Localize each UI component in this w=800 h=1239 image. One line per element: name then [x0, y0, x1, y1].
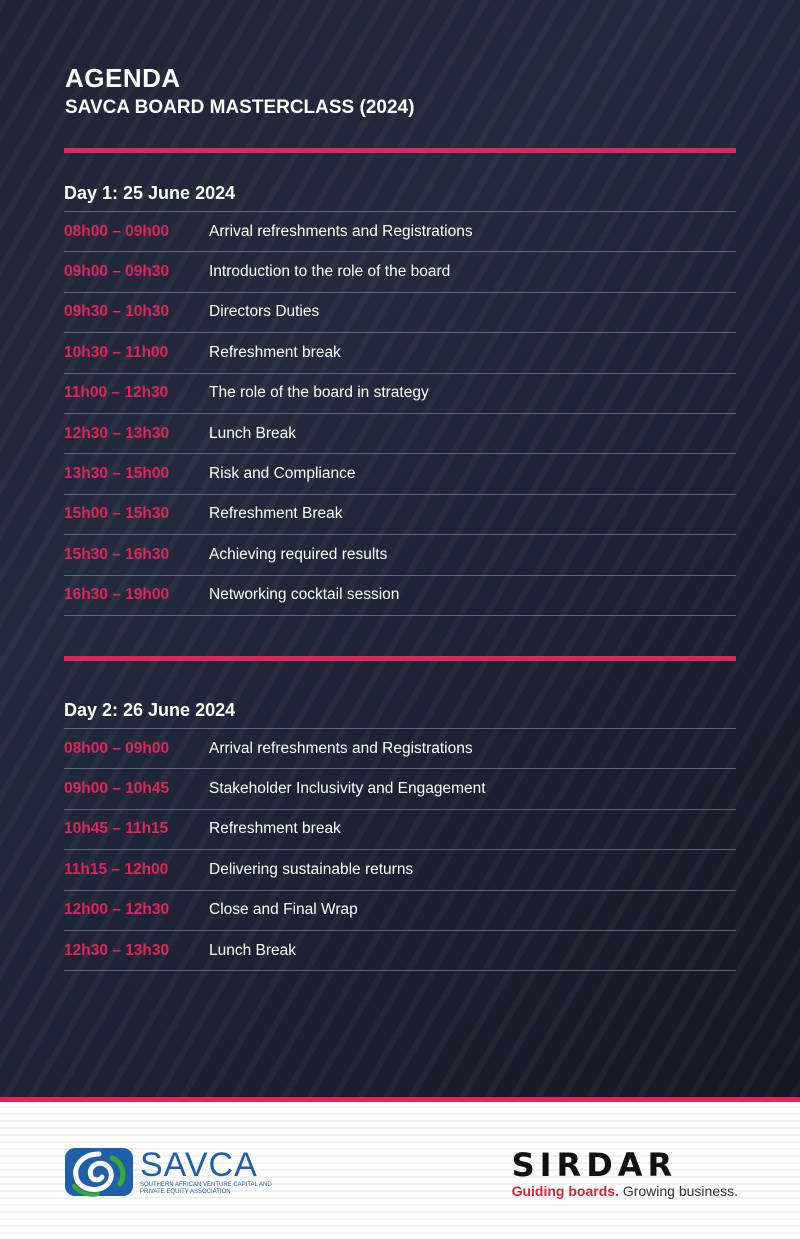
sirdar-logo [512, 1148, 738, 1200]
session-title: Lunch Break [209, 941, 297, 959]
savca-wordmark: SAVCA [140, 1146, 258, 1184]
day-1-title: Day 1: 25 June 2024 [64, 183, 236, 203]
agenda-row [64, 768, 736, 808]
agenda-row [64, 534, 736, 574]
session-title: Directors Duties [209, 303, 320, 321]
session-title: Delivering sustainable returns [209, 860, 414, 878]
session-time: 09h00 – 09h30 [64, 263, 170, 281]
sirdar-tagline-part-a: Guiding boards. [511, 1183, 619, 1199]
session-time: 15h30 – 16h30 [64, 545, 170, 563]
agenda-row [64, 292, 736, 332]
session-title: Risk and Compliance [209, 465, 356, 483]
session-time: 09h30 – 10h30 [64, 303, 170, 321]
session-time: 10h45 – 11h15 [64, 820, 169, 838]
divider-bar-middle [64, 656, 736, 661]
session-title: Stakeholder Inclusivity and Engagement [209, 780, 486, 798]
sirdar-tagline-part-b: Growing business. [618, 1183, 738, 1199]
agenda-row [64, 930, 736, 971]
session-time: 11h00 – 12h30 [64, 384, 169, 402]
agenda-row [64, 575, 736, 616]
agenda-row [64, 890, 736, 930]
agenda-row [64, 494, 736, 534]
session-time: 16h30 – 19h00 [64, 586, 170, 604]
agenda-row [64, 849, 736, 889]
session-title: Refreshment break [209, 343, 341, 361]
day-1-section [64, 181, 736, 616]
agenda-row [64, 251, 736, 291]
session-title: Refreshment Break [209, 505, 343, 523]
savca-logo [64, 1146, 280, 1198]
day-2-title: Day 2: 26 June 2024 [64, 700, 236, 720]
savca-swirl-icon [64, 1146, 134, 1198]
session-time: 12h30 – 13h30 [64, 424, 170, 442]
session-time: 08h00 – 09h00 [64, 739, 170, 757]
agenda-row [64, 413, 736, 453]
sirdar-tagline [512, 1182, 738, 1200]
session-title: The role of the board in strategy [209, 384, 429, 402]
sirdar-wordmark: SIRDAR [511, 1146, 678, 1184]
session-time: 11h15 – 12h00 [64, 860, 169, 878]
session-time: 08h00 – 09h00 [64, 222, 170, 240]
session-title: Lunch Break [209, 424, 297, 442]
session-time: 09h00 – 10h45 [64, 780, 170, 798]
agenda-row [64, 332, 736, 372]
day-2-section [64, 698, 736, 971]
footer [0, 1097, 800, 1239]
session-time: 12h30 – 13h30 [64, 941, 170, 959]
session-time: 15h00 – 15h30 [64, 505, 170, 523]
page-subtitle: SAVCA BOARD MASTERCLASS (2024) [65, 97, 415, 118]
session-time: 12h00 – 12h30 [64, 901, 170, 919]
session-time: 10h30 – 11h00 [64, 343, 169, 361]
divider-bar-top [64, 148, 736, 153]
savca-tagline: SOUTHERN AFRICAN VENTURE CAPITAL AND PRIVATE EQUITY ASSOCIATION [140, 1182, 272, 1195]
page-title: AGENDA [65, 63, 181, 93]
day-2-schedule [64, 728, 736, 971]
session-title: Close and Final Wrap [209, 901, 358, 919]
session-title: Achieving required results [209, 545, 388, 563]
agenda-row [64, 728, 736, 768]
session-title: Networking cocktail session [209, 586, 400, 604]
agenda-row [64, 809, 736, 849]
header [65, 62, 414, 120]
session-title: Refreshment break [209, 820, 341, 838]
session-title: Introduction to the role of the board [209, 263, 451, 281]
agenda-row [64, 453, 736, 493]
session-time: 13h30 – 15h00 [64, 465, 170, 483]
session-title: Arrival refreshments and Registrations [209, 739, 473, 757]
day-1-schedule [64, 211, 736, 616]
session-title: Arrival refreshments and Registrations [209, 222, 473, 240]
agenda-row [64, 373, 736, 413]
agenda-row [64, 211, 736, 251]
